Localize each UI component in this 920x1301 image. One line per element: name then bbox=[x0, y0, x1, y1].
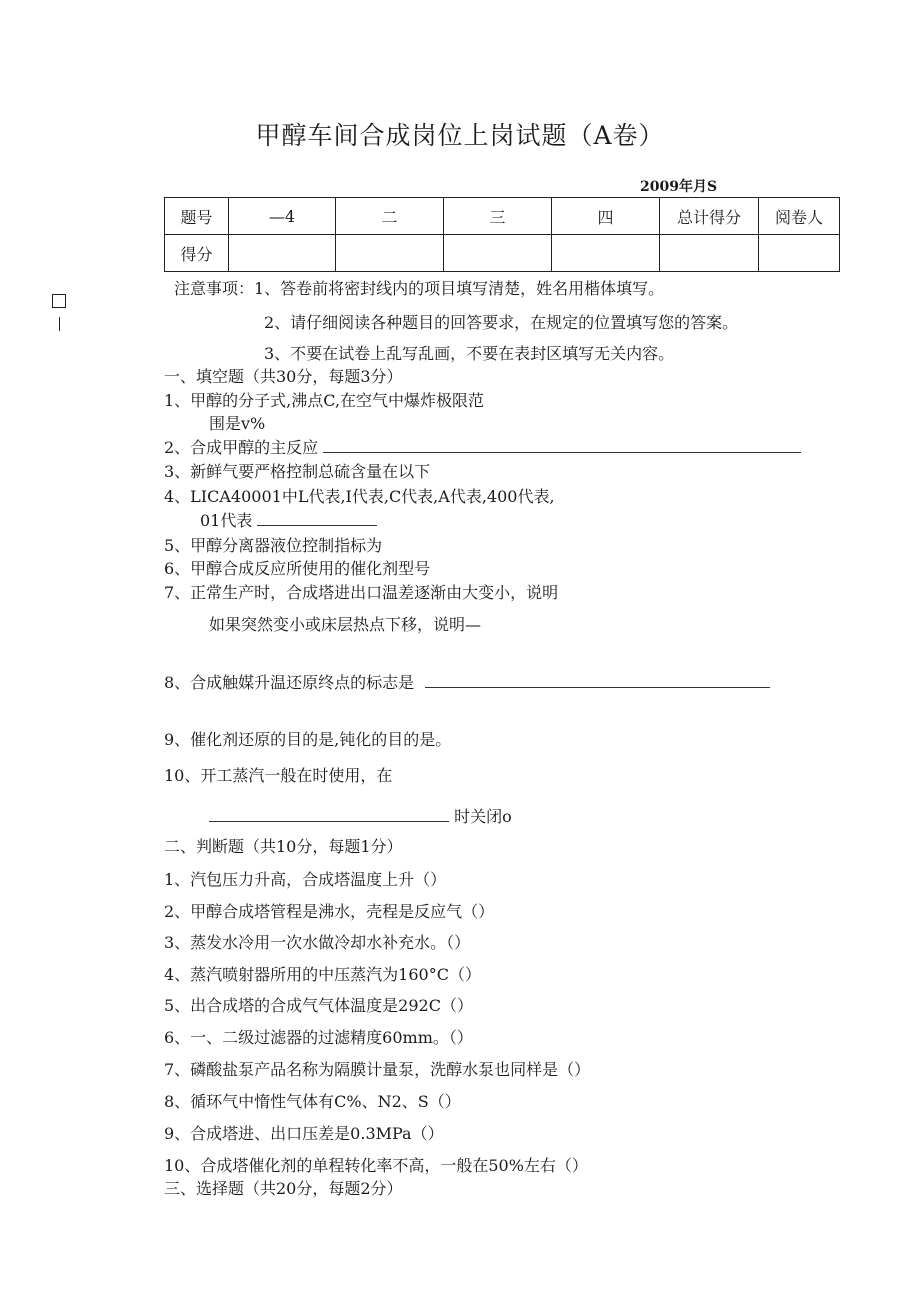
note-1: 注意事项：1、答卷前将密封线内的项目填写清楚，姓名用楷体填写。 bbox=[174, 279, 665, 298]
judgment-item: 1、汽包压力升高，合成塔温度上升（） bbox=[164, 870, 447, 889]
question-10-text: 时关闭o bbox=[454, 807, 512, 826]
score-row-label: 得分 bbox=[165, 235, 229, 272]
judgment-item: 4、蒸汽喷射器所用的中压蒸汽为160°C（） bbox=[164, 965, 481, 984]
judgment-item: 6、一、二级过滤器的过滤精度60mm。（） bbox=[164, 1028, 473, 1047]
score-header-cell: 四 bbox=[552, 198, 660, 235]
section2-heading: 二、判断题（共10分，每题1分） bbox=[164, 837, 403, 856]
question-6: 6、甲醇合成反应所使用的催化剂型号 bbox=[164, 559, 431, 578]
page-title: 甲醇车间合成岗位上岗试题（A卷） bbox=[255, 121, 665, 150]
question-4-text: 01代表 bbox=[200, 511, 253, 530]
score-table-header-row bbox=[165, 198, 840, 235]
question-1-line1: 1、甲醇的分子式,沸点C,在空气中爆炸极限范 bbox=[164, 391, 485, 410]
judgment-item: 7、磷酸盐泵产品名称为隔膜计量泵，洗醇水泵也同样是（） bbox=[164, 1060, 591, 1079]
question-8 bbox=[164, 670, 770, 693]
score-header-cell: 总计得分 bbox=[660, 198, 759, 235]
question-7-line2: 如果突然变小或床层热点下移，说明— bbox=[209, 615, 482, 634]
question-2 bbox=[164, 435, 801, 458]
question-3: 3、新鲜气要严格控制总硫含量在以下 bbox=[164, 462, 431, 481]
answer-blank[interactable] bbox=[257, 511, 377, 526]
score-cell[interactable] bbox=[336, 235, 444, 272]
score-cell[interactable] bbox=[552, 235, 660, 272]
question-10-line2 bbox=[209, 804, 512, 827]
score-cell[interactable] bbox=[660, 235, 759, 272]
score-cell[interactable] bbox=[759, 235, 840, 272]
score-header-cell: 阅卷人 bbox=[759, 198, 840, 235]
judgment-item: 3、蒸发水冷用一次水做冷却水补充水。（） bbox=[164, 933, 471, 952]
judgment-item: 10、合成塔催化剂的单程转化率不高，一般在50%左右（） bbox=[164, 1156, 588, 1175]
note-2: 2、请仔细阅读各种题目的回答要求，在规定的位置填写您的答案。 bbox=[264, 313, 739, 332]
question-2-text: 2、合成甲醇的主反应 bbox=[164, 438, 319, 457]
question-9: 9、催化剂还原的目的是,钝化的目的是。 bbox=[164, 730, 452, 749]
score-cell[interactable] bbox=[229, 235, 336, 272]
answer-blank[interactable] bbox=[209, 807, 449, 822]
score-cell[interactable] bbox=[444, 235, 552, 272]
question-7-line1: 7、正常生产时，合成塔进出口温差逐渐由大变小，说明 bbox=[164, 583, 559, 602]
binding-margin-line bbox=[59, 317, 60, 331]
question-10-line1: 10、开工蒸汽一般在时使用，在 bbox=[164, 766, 393, 785]
judgment-item: 2、甲醇合成塔管程是沸水，壳程是反应气（） bbox=[164, 902, 495, 921]
score-header-cell: —4 bbox=[229, 198, 336, 235]
answer-blank[interactable] bbox=[323, 438, 801, 453]
answer-blank[interactable] bbox=[425, 673, 770, 688]
judgment-item: 5、出合成塔的合成气气体温度是292C（） bbox=[164, 996, 473, 1015]
question-5: 5、甲醇分离器液位控制指标为 bbox=[164, 536, 383, 555]
question-4-line1: 4、LICA40001中L代表,I代表,C代表,A代表,400代表, bbox=[164, 487, 555, 506]
score-table-score-row bbox=[165, 235, 840, 272]
exam-date: 2009年月S bbox=[640, 179, 718, 195]
judgment-item: 8、循环气中惰性气体有C%、N2、S（） bbox=[164, 1092, 461, 1111]
judgment-item: 9、合成塔进、出口压差是0.3MPa（） bbox=[164, 1124, 444, 1143]
section1-heading: 一、填空题（共30分，每题3分） bbox=[164, 367, 403, 386]
score-header-cell: 三 bbox=[444, 198, 552, 235]
question-1-line2: 围是v% bbox=[209, 414, 266, 433]
score-header-cell: 题号 bbox=[165, 198, 229, 235]
question-8-text: 8、合成触媒升温还原终点的标志是 bbox=[164, 673, 415, 692]
binding-margin-box bbox=[52, 294, 66, 308]
section3-heading: 三、选择题（共20分，每题2分） bbox=[164, 1179, 403, 1198]
question-4-line2 bbox=[200, 508, 377, 531]
score-header-cell: 二 bbox=[336, 198, 444, 235]
score-table bbox=[164, 197, 840, 272]
note-3: 3、不要在试卷上乱写乱画，不要在表封区填写无关内容。 bbox=[264, 344, 675, 363]
